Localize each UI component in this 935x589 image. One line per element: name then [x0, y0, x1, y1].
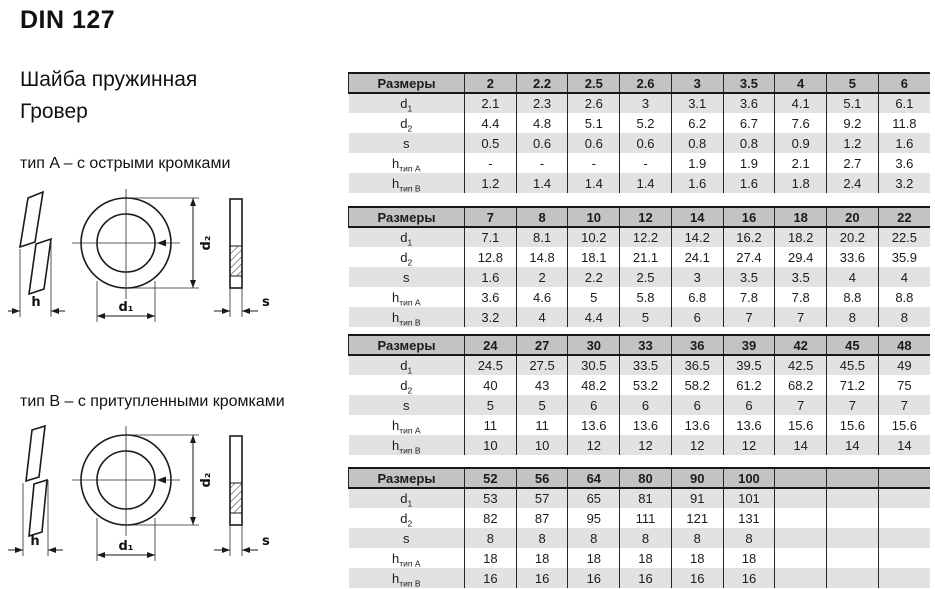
dimension-row-label: $d_2$	[349, 247, 465, 267]
dimension-value-cell: 14	[775, 435, 827, 455]
dimension-value-cell: 14	[878, 435, 930, 455]
dimension-row	[349, 267, 931, 287]
size-header-cell: 22	[878, 207, 930, 227]
dimension-value-cell: 4	[516, 307, 568, 327]
dimension-value-cell: 33.6	[827, 247, 879, 267]
size-header-cell: 56	[516, 468, 568, 488]
dimension-value-cell: 12.8	[465, 247, 517, 267]
dimension-value-cell: 3.6	[465, 287, 517, 307]
h-dim-label: h	[31, 295, 41, 310]
dimensions-table-1	[348, 72, 930, 193]
dimension-value-cell: 111	[620, 508, 672, 528]
dimension-value-cell: 14	[827, 435, 879, 455]
dimension-value-cell: 1.9	[671, 153, 723, 173]
size-header-cell: 2.2	[516, 73, 568, 93]
dimension-value-cell: 0.6	[568, 133, 620, 153]
dimension-value-cell: 61.2	[723, 375, 775, 395]
section-view	[214, 436, 270, 556]
dimension-row-label: $d_2$	[349, 375, 465, 395]
dimension-value-cell: 33.5	[620, 355, 672, 375]
dimension-value-cell: 11	[465, 415, 517, 435]
dimension-row-label: $d_1$	[349, 488, 465, 508]
dimension-value-cell: 3.6	[723, 93, 775, 113]
dimension-value-cell	[775, 508, 827, 528]
dimension-value-cell: 81	[620, 488, 672, 508]
dimension-value-cell: 8	[878, 307, 930, 327]
dimension-row	[349, 568, 931, 588]
size-header-cell: 3.5	[723, 73, 775, 93]
size-header-cell	[775, 468, 827, 488]
size-header-cell: 3	[671, 73, 723, 93]
dimension-value-cell	[775, 568, 827, 588]
table-header-row	[349, 468, 931, 488]
dimension-value-cell	[775, 528, 827, 548]
dimension-row	[349, 375, 931, 395]
dimension-value-cell: 101	[723, 488, 775, 508]
dimension-row-label: s	[349, 267, 465, 287]
dimension-value-cell: 7	[775, 307, 827, 327]
dimension-value-cell: 2.3	[516, 93, 568, 113]
dimension-value-cell: 2	[516, 267, 568, 287]
type-a-drawing	[8, 186, 298, 336]
dimension-value-cell: 2.4	[827, 173, 879, 193]
dimension-value-cell: 3	[671, 267, 723, 287]
dimension-value-cell: 8.1	[516, 227, 568, 247]
dimension-value-cell: 4.4	[465, 113, 517, 133]
dimension-value-cell: 12	[568, 435, 620, 455]
dimension-value-cell: 40	[465, 375, 517, 395]
size-header-cell: 36	[671, 335, 723, 355]
dimension-row-label: $h_{тип A}$	[349, 415, 465, 435]
size-header-cell: 48	[878, 335, 930, 355]
size-header-cell	[827, 468, 879, 488]
dimension-value-cell: 8	[827, 307, 879, 327]
dimension-value-cell: 7	[775, 395, 827, 415]
dimension-value-cell: 12	[723, 435, 775, 455]
dimension-row	[349, 227, 931, 247]
dimension-value-cell: 7	[878, 395, 930, 415]
dimension-value-cell: 15.6	[775, 415, 827, 435]
dimension-row-label: s	[349, 528, 465, 548]
dimension-value-cell: 3.2	[465, 307, 517, 327]
size-header-cell: 33	[620, 335, 672, 355]
size-header-cell: 30	[568, 335, 620, 355]
dimension-value-cell: 18.2	[775, 227, 827, 247]
dimension-value-cell: 42.5	[775, 355, 827, 375]
dimension-row	[349, 548, 931, 568]
product-name-line2: Гровер	[20, 100, 88, 123]
dimension-value-cell: 14.8	[516, 247, 568, 267]
dimension-value-cell: -	[465, 153, 517, 173]
dimension-value-cell: 7	[827, 395, 879, 415]
dimension-value-cell: 7.8	[775, 287, 827, 307]
dimension-row	[349, 395, 931, 415]
product-name	[20, 64, 197, 128]
dimension-value-cell: 30.5	[568, 355, 620, 375]
sizes-header-label: Размеры	[349, 207, 465, 227]
d1-dim-label: d₁	[118, 539, 134, 554]
sizes-header-label: Размеры	[349, 468, 465, 488]
section-view	[214, 199, 270, 317]
dimension-value-cell: 11.8	[892, 115, 917, 131]
dimension-value-cell: 14.2	[671, 227, 723, 247]
dimension-value-cell: 3.5	[775, 267, 827, 287]
dimension-value-cell: 5	[568, 287, 620, 307]
size-header-cell: 2.5	[568, 73, 620, 93]
dimension-value-cell: 3.6	[895, 155, 914, 171]
dimension-value-cell: 24.5	[465, 355, 517, 375]
dimension-value-cell: 1.2	[827, 133, 879, 153]
dimension-value-cell: 6.8	[671, 287, 723, 307]
dimension-value-cell: 2.7	[827, 153, 879, 173]
dimension-value-cell: 18	[516, 548, 568, 568]
dimension-value-cell: 0.8	[671, 133, 723, 153]
page-title: DIN 127	[20, 6, 116, 34]
dimension-value-cell: 16	[465, 568, 517, 588]
side-view	[8, 426, 63, 556]
dimension-value-cell	[827, 568, 879, 588]
dimension-value-cell: 5.1	[827, 93, 879, 113]
dimension-row-label: s	[349, 395, 465, 415]
dimension-value-cell: 131	[723, 508, 775, 528]
dimension-value-cell: 1.2	[465, 173, 517, 193]
dimension-value-cell: 4	[878, 267, 930, 287]
dimension-value-cell	[775, 488, 827, 508]
dimension-value-cell: 6	[620, 395, 672, 415]
size-header-cell: 14	[671, 207, 723, 227]
dimension-value-cell: 65	[568, 488, 620, 508]
dimension-row-label: $h_{тип B}$	[349, 435, 465, 455]
size-header-cell: 5	[827, 73, 879, 93]
dimension-value-cell: 18	[568, 548, 620, 568]
dimension-value-cell: 0.6	[516, 133, 568, 153]
dimension-row	[349, 173, 931, 193]
sizes-header-label: Размеры	[349, 335, 465, 355]
dimension-value-cell: 6	[671, 307, 723, 327]
dimension-value-cell: 16	[516, 568, 568, 588]
dimension-value-cell: 8.8	[827, 287, 879, 307]
table-header-row	[349, 73, 931, 93]
dimension-value-cell: 8	[465, 528, 517, 548]
dimension-value-cell: 10	[516, 435, 568, 455]
size-header-cell: 80	[620, 468, 672, 488]
dimension-value-cell: 16	[723, 568, 775, 588]
dimension-value-cell: 24.1	[671, 247, 723, 267]
dimension-value-cell: 0.9	[775, 133, 827, 153]
dimension-value-cell: 6.7	[723, 113, 775, 133]
dimension-value-cell: 18	[671, 548, 723, 568]
dimension-value-cell: 7.6	[775, 113, 827, 133]
size-header-cell: 90	[671, 468, 723, 488]
size-header-cell: 4	[775, 73, 827, 93]
dimension-value-cell: 27.4	[723, 247, 775, 267]
type-a-label: тип A – с острыми кромками	[20, 155, 231, 172]
type-b-label: тип B – с притупленными кромками	[20, 393, 285, 410]
side-view	[8, 192, 65, 317]
dimension-value-cell	[878, 528, 930, 548]
dimension-row-label: s	[349, 133, 465, 153]
dimension-value-cell: 7	[723, 307, 775, 327]
dimension-row-label: $h_{тип B}$	[349, 307, 465, 327]
dimension-value-cell: 8	[620, 528, 672, 548]
dimension-row	[349, 287, 931, 307]
size-header-cell	[878, 468, 930, 488]
dimension-value-cell: 29.4	[775, 247, 827, 267]
dimension-value-cell: 2.1	[775, 153, 827, 173]
dimension-value-cell: 13.6	[568, 415, 620, 435]
dimension-value-cell: 13.6	[620, 415, 672, 435]
dimension-value-cell: 18	[620, 548, 672, 568]
size-header-cell: 12	[620, 207, 672, 227]
dimension-value-cell: 6.2	[671, 113, 723, 133]
dimension-value-cell: 95	[568, 508, 620, 528]
dimension-value-cell: 15.6	[827, 415, 879, 435]
dimension-value-cell: 13.6	[671, 415, 723, 435]
dimension-value-cell: 91	[671, 488, 723, 508]
size-header-cell: 16	[723, 207, 775, 227]
dimension-value-cell: 12	[671, 435, 723, 455]
dimension-row-label: $d_1$	[349, 93, 465, 113]
dimension-value-cell: 20.2	[827, 227, 879, 247]
dimension-value-cell: 4.6	[516, 287, 568, 307]
dimension-value-cell: -	[516, 153, 568, 173]
dimension-value-cell: 9.2	[827, 113, 879, 133]
dimension-value-cell: 2.2	[568, 267, 620, 287]
dimensions-table-4	[348, 467, 930, 588]
size-header-cell: 8	[516, 207, 568, 227]
dimension-row-label: $d_2$	[349, 113, 465, 133]
size-header-cell: 100	[723, 468, 775, 488]
dimension-row	[349, 113, 931, 133]
dimension-value-cell: 12.2	[620, 227, 672, 247]
dimension-row-label: $h_{тип B}$	[349, 568, 465, 588]
dimension-value-cell: 4	[827, 267, 879, 287]
front-view	[72, 189, 214, 322]
dimension-value-cell	[827, 488, 879, 508]
dimension-value-cell: 6.1	[878, 93, 930, 113]
h-dim-label: h	[30, 534, 40, 549]
dimension-value-cell: 6	[568, 395, 620, 415]
dimension-value-cell: 5.2	[620, 113, 672, 133]
dimension-row	[349, 415, 931, 435]
size-header-cell: 7	[465, 207, 517, 227]
dimension-value-cell: 68.2	[775, 375, 827, 395]
dimension-row	[349, 508, 931, 528]
dimension-value-cell: 16	[568, 568, 620, 588]
type-b-drawing	[8, 420, 298, 575]
size-header-cell: 24	[465, 335, 517, 355]
size-header-cell: 2	[465, 73, 517, 93]
dimension-value-cell: 18	[465, 548, 517, 568]
dimension-value-cell: 0.8	[723, 133, 775, 153]
dimension-row	[349, 355, 931, 375]
dimension-value-cell: 39.5	[723, 355, 775, 375]
dimension-row	[349, 247, 931, 267]
dimension-value-cell: 0.6	[620, 133, 672, 153]
dimension-value-cell: 53	[465, 488, 517, 508]
dimension-value-cell: 53.2	[620, 375, 672, 395]
size-header-cell: 42	[775, 335, 827, 355]
dimension-value-cell: 0.5	[465, 133, 517, 153]
dimension-value-cell: 3	[620, 93, 672, 113]
size-header-cell: 45	[827, 335, 879, 355]
dimension-value-cell: 2.1	[465, 93, 517, 113]
dimension-value-cell: 43	[516, 375, 568, 395]
size-header-cell: 20	[827, 207, 879, 227]
dimension-row-label: $d_1$	[349, 355, 465, 375]
dimension-value-cell: 2.6	[568, 93, 620, 113]
dimension-value-cell: 8	[568, 528, 620, 548]
table-header-row	[349, 335, 931, 355]
dimension-value-cell: 1.4	[516, 173, 568, 193]
dimension-value-cell: 6	[671, 395, 723, 415]
dimension-value-cell: 3.5	[723, 267, 775, 287]
dimension-value-cell: 16.2	[723, 227, 775, 247]
dimension-value-cell: 1.4	[568, 173, 620, 193]
dimension-row-label: $h_{тип A}$	[349, 153, 465, 173]
size-header-cell: 52	[465, 468, 517, 488]
dimension-value-cell	[827, 548, 879, 568]
dimension-row	[349, 528, 931, 548]
dimension-value-cell: -	[620, 153, 672, 173]
dimension-value-cell: 8	[516, 528, 568, 548]
dimension-row-label: $h_{тип A}$	[349, 548, 465, 568]
dimension-row-label: $d_1$	[349, 227, 465, 247]
dimension-value-cell: 87	[516, 508, 568, 528]
dimension-row	[349, 153, 931, 173]
dimension-value-cell: 1.9	[723, 153, 775, 173]
dimension-row-label: $h_{тип A}$	[349, 287, 465, 307]
size-header-cell: 64	[568, 468, 620, 488]
dimension-value-cell: 1.6	[723, 173, 775, 193]
dimensions-table-3	[348, 334, 930, 455]
dimension-row	[349, 488, 931, 508]
dimensions-table-2	[348, 206, 930, 327]
dimension-value-cell: -	[568, 153, 620, 173]
table-header-row	[349, 207, 931, 227]
dimension-value-cell: 16	[620, 568, 672, 588]
size-header-cell: 18	[775, 207, 827, 227]
dimension-row	[349, 307, 931, 327]
dimension-value-cell: 35.9	[891, 249, 918, 265]
dimension-row	[349, 435, 931, 455]
dimension-value-cell: 11	[516, 415, 568, 435]
dimension-row-label: $h_{тип B}$	[349, 173, 465, 193]
dimension-row	[349, 133, 931, 153]
dimension-value-cell: 15.6	[891, 417, 918, 433]
size-header-cell: 27	[516, 335, 568, 355]
dimension-value-cell: 10	[465, 435, 517, 455]
dimension-value-cell: 121	[671, 508, 723, 528]
dimension-value-cell: 22.5	[878, 227, 930, 247]
dimension-value-cell: 2.5	[620, 267, 672, 287]
dimension-value-cell: 13.6	[723, 415, 775, 435]
dimension-value-cell	[827, 528, 879, 548]
size-header-cell: 10	[568, 207, 620, 227]
size-header-cell: 2.6	[620, 73, 672, 93]
d2-dim-label: d₂	[199, 235, 214, 251]
s-dim-label: s	[262, 295, 270, 310]
dimension-value-cell: 49	[878, 355, 930, 375]
dimension-value-cell: 7.1	[465, 227, 517, 247]
dimension-value-cell: 16	[671, 568, 723, 588]
sizes-header-label: Размеры	[349, 73, 465, 93]
dimension-value-cell: 45.5	[827, 355, 879, 375]
dimension-value-cell: 8	[671, 528, 723, 548]
dimension-value-cell: 71.2	[827, 375, 879, 395]
dimension-value-cell: 5	[465, 395, 517, 415]
dimension-value-cell	[775, 548, 827, 568]
dimension-value-cell: 1.6	[671, 173, 723, 193]
dimension-value-cell: 3.2	[878, 173, 930, 193]
dimension-value-cell: 6	[723, 395, 775, 415]
dimension-value-cell: 5	[620, 307, 672, 327]
dimension-value-cell: 4.8	[516, 113, 568, 133]
dimension-value-cell: 5	[516, 395, 568, 415]
dimension-value-cell: 36.5	[671, 355, 723, 375]
d2-dim-label: d₂	[199, 472, 214, 488]
dimension-value-cell: 48.2	[568, 375, 620, 395]
size-header-cell: 6	[878, 73, 930, 93]
product-name-line1: Шайба пружинная	[20, 68, 198, 91]
s-dim-label: s	[262, 534, 270, 549]
dimension-value-cell: 18.1	[568, 247, 620, 267]
front-view	[72, 426, 214, 561]
dimension-value-cell: 1.6	[465, 267, 517, 287]
dimension-value-cell: 8.8	[895, 289, 914, 305]
dimension-value-cell: 82	[465, 508, 517, 528]
dimension-value-cell: 4.4	[568, 307, 620, 327]
dimension-value-cell: 12	[620, 435, 672, 455]
dimension-value-cell: 1.6	[878, 133, 930, 153]
dimension-value-cell	[878, 548, 930, 568]
dimension-value-cell: 58.2	[671, 375, 723, 395]
size-header-cell: 39	[723, 335, 775, 355]
dimension-value-cell: 7.8	[723, 287, 775, 307]
dimension-value-cell: 75	[897, 377, 912, 393]
dimension-value-cell: 1.8	[775, 173, 827, 193]
dimension-value-cell: 57	[516, 488, 568, 508]
dimension-value-cell: 3.1	[671, 93, 723, 113]
dimension-value-cell: 5.1	[568, 113, 620, 133]
dimension-row	[349, 93, 931, 113]
dimension-value-cell: 1.4	[620, 173, 672, 193]
dimension-value-cell	[827, 508, 879, 528]
dimension-row-label: $d_2$	[349, 508, 465, 528]
dimension-value-cell: 8	[723, 528, 775, 548]
dimension-value-cell: 5.8	[620, 287, 672, 307]
dimension-value-cell	[878, 488, 930, 508]
dimension-value-cell: 21.1	[620, 247, 672, 267]
dimension-value-cell: 10.2	[568, 227, 620, 247]
d1-dim-label: d₁	[118, 300, 134, 315]
dimension-value-cell: 4.1	[775, 93, 827, 113]
dimension-value-cell	[878, 568, 930, 588]
dimension-value-cell: 18	[723, 548, 775, 568]
dimension-value-cell: 27.5	[516, 355, 568, 375]
dimension-value-cell	[878, 508, 930, 528]
